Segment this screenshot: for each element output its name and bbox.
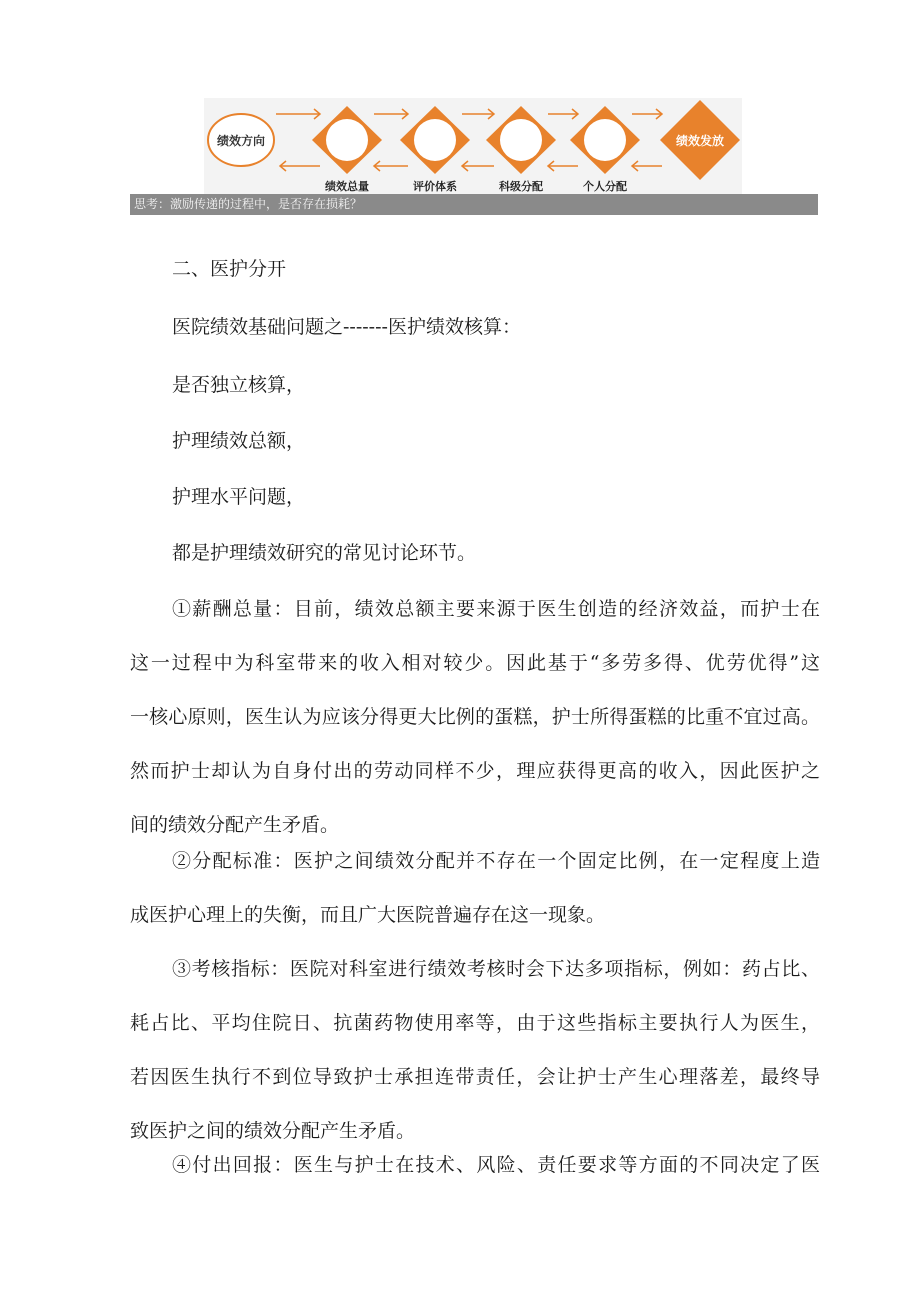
intro-line-1: 医院绩效基础问题之-------医护绩效核算：	[172, 316, 521, 338]
flow-svg	[204, 98, 742, 194]
paragraph-line: 一核心原则，医生认为应该分得更大比例的蛋糕，护士所得蛋糕的比重不宜过高。	[130, 706, 820, 728]
diagram-caption: 思考：激励传递的过程中，是否存在损耗？	[130, 194, 818, 215]
section-title: 二、医护分开	[172, 258, 287, 280]
step-label-3: 科级分配	[499, 180, 543, 193]
intro-line-4: 护理水平问题，	[172, 486, 306, 508]
paragraph-assessment-indicators	[130, 956, 820, 1172]
paragraph-salary-total	[130, 596, 820, 866]
paragraph-line: 这一过程中为科室带来的收入相对较少。因此基于“多劳多得、优劳优得”这	[130, 652, 820, 674]
paragraph-line: ①薪酬总量：目前，绩效总额主要来源于医生创造的经济效益，而护士在	[172, 598, 820, 620]
paragraph-line: 成医护心理上的失衡，而且广大医院普遍存在这一现象。	[130, 904, 606, 926]
paragraph-line: ③考核指标：医院对科室进行绩效考核时会下达多项指标，例如：药占比、	[172, 958, 820, 980]
step-1	[312, 106, 382, 174]
end-label: 绩效发放	[675, 134, 725, 148]
paragraph-line: 致医护之间的绩效分配产生矛盾。	[130, 1120, 416, 1142]
step-label-1: 绩效总量	[325, 180, 369, 193]
paragraph-line: 若因医生执行不到位导致护士承担连带责任，会让护士产生心理落差，最终导	[130, 1066, 820, 1088]
start-label: 绩效方向	[216, 134, 266, 148]
intro-line-3: 护理绩效总额，	[172, 430, 306, 452]
paragraph-effort-reward	[130, 1152, 820, 1206]
intro-line-5: 都是护理绩效研究的常见讨论环节。	[172, 542, 477, 564]
performance-flow-diagram	[204, 98, 742, 194]
paragraph-line: 耗占比、平均住院日、抗菌药物使用率等，由于这些指标主要执行人为医生，	[130, 1012, 820, 1034]
step-3	[486, 106, 556, 174]
paragraph-line: ④付出回报：医生与护士在技术、风险、责任要求等方面的不同决定了医	[172, 1154, 820, 1176]
intro-line-2: 是否独立核算，	[172, 374, 306, 396]
paragraph-line: ②分配标准：医护之间绩效分配并不存在一个固定比例，在一定程度上造	[172, 850, 820, 872]
paragraph-distribution-standard	[130, 848, 820, 956]
paragraph-line: 然而护士却认为自身付出的劳动同样不少，理应获得更高的收入，因此医护之	[130, 760, 820, 782]
step-4	[570, 106, 640, 174]
step-2	[400, 106, 470, 174]
step-label-4: 个人分配	[583, 180, 627, 193]
paragraph-line: 间的绩效分配产生矛盾。	[130, 814, 340, 836]
step-label-2: 评价体系	[413, 180, 457, 193]
